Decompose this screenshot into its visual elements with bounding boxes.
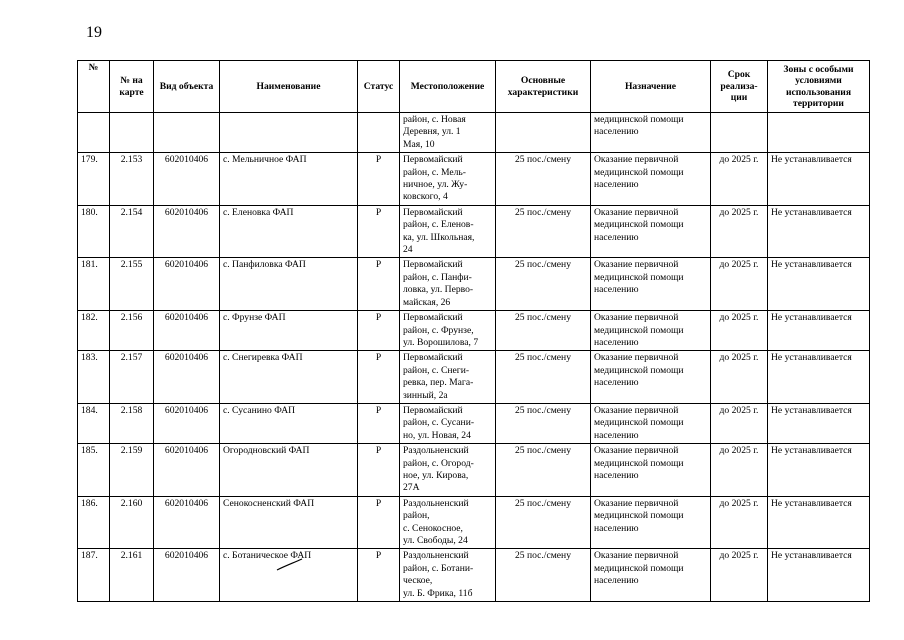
cell-purpose: Оказание первичной медицинской помощи населению [591, 153, 711, 206]
cell-status: Р [358, 258, 400, 311]
cell-purpose: Оказание первичной медицинской помощи населению [591, 549, 711, 602]
continuation-row [78, 113, 870, 153]
cell-status: Р [358, 311, 400, 351]
cell-capacity: 25 пос./смену [496, 549, 591, 602]
header-purpose: Назначение [591, 61, 711, 113]
table-header-row [78, 61, 870, 113]
cell-status: Р [358, 351, 400, 404]
cell-location: Первомайский район, с. Панфи- ловка, ул. Перво- майская, 26 [400, 258, 496, 311]
cell-location: Раздольненский район, с. Огород- ное, ул. Кирова, 27А [400, 444, 496, 497]
cell-name [220, 113, 358, 153]
cell-type: 602010406 [154, 258, 220, 311]
table-row [78, 153, 870, 206]
cell-purpose: Оказание первичной медицинской помощи населению [591, 496, 711, 549]
cell-purpose: Оказание первичной медицинской помощи населению [591, 403, 711, 443]
cell-purpose: Оказание первичной медицинской помощи населению [591, 351, 711, 404]
cell-zones: Не устанавливается [768, 549, 870, 602]
cell-no: 182. [78, 311, 110, 351]
cell-map-no: 2.160 [110, 496, 154, 549]
cell-capacity: 25 пос./смену [496, 153, 591, 206]
cell-name: с. Панфиловка ФАП [220, 258, 358, 311]
cell-capacity: 25 пос./смену [496, 351, 591, 404]
cell-location: Первомайский район, с. Снеги- ревка, пер. Мага- зинный, 2а [400, 351, 496, 404]
cell-type: 602010406 [154, 403, 220, 443]
cell-name: с. Ботаническое ФАП [220, 549, 358, 602]
cell-type: 602010406 [154, 311, 220, 351]
cell-term: до 2025 г. [711, 311, 768, 351]
cell-term: до 2025 г. [711, 258, 768, 311]
cell-location: Первомайский район, с. Еленов- ка, ул. Школьная, 24 [400, 205, 496, 258]
cell-zones: Не устанавливается [768, 258, 870, 311]
cell-capacity [496, 113, 591, 153]
cell-zones: Не устанавливается [768, 496, 870, 549]
header-object-type: Вид объекта [154, 61, 220, 113]
cell-status: Р [358, 444, 400, 497]
cell-location: Раздольненский район, с. Сенокосное, ул. Свободы, 24 [400, 496, 496, 549]
header-name: Наименование [220, 61, 358, 113]
table-row [78, 496, 870, 549]
cell-map-no: 2.153 [110, 153, 154, 206]
cell-location: район, с. Новая Деревня, ул. 1 Мая, 10 [400, 113, 496, 153]
table-row [78, 205, 870, 258]
cell-capacity: 25 пос./смену [496, 444, 591, 497]
cell-purpose: Оказание первичной медицинской помощи населению [591, 444, 711, 497]
cell-zones: Не устанавливается [768, 351, 870, 404]
cell-type: 602010406 [154, 153, 220, 206]
cell-no: 183. [78, 351, 110, 404]
cell-no: 185. [78, 444, 110, 497]
cell-map-no: 2.161 [110, 549, 154, 602]
cell-map-no: 2.158 [110, 403, 154, 443]
table-row [78, 258, 870, 311]
cell-purpose: Оказание первичной медицинской помощи населению [591, 205, 711, 258]
page-number: 19 [86, 24, 102, 41]
cell-status: Р [358, 153, 400, 206]
cell-name: с. Мельничное ФАП [220, 153, 358, 206]
cell-map-no: 2.157 [110, 351, 154, 404]
cell-name: с. Еленовка ФАП [220, 205, 358, 258]
cell-location: Первомайский район, с. Фрунзе, ул. Ворошилова, 7 [400, 311, 496, 351]
header-zones: Зоны с особыми условиями использования территории [768, 61, 870, 113]
cell-status: Р [358, 549, 400, 602]
cell-type [154, 113, 220, 153]
cell-zones: Не устанавливается [768, 403, 870, 443]
cell-term: до 2025 г. [711, 444, 768, 497]
cell-type: 602010406 [154, 444, 220, 497]
cell-term: до 2025 г. [711, 403, 768, 443]
cell-purpose: медицинской помощи населению [591, 113, 711, 153]
cell-map-no [110, 113, 154, 153]
cell-status: Р [358, 403, 400, 443]
cell-term: до 2025 г. [711, 153, 768, 206]
cell-map-no: 2.155 [110, 258, 154, 311]
cell-term [711, 113, 768, 153]
cell-name: с. Снегиревка ФАП [220, 351, 358, 404]
table-row [78, 403, 870, 443]
cell-map-no: 2.159 [110, 444, 154, 497]
cell-type: 602010406 [154, 549, 220, 602]
cell-type: 602010406 [154, 205, 220, 258]
cell-zones: Не устанавливается [768, 311, 870, 351]
cell-no: 179. [78, 153, 110, 206]
cell-location: Первомайский район, с. Сусани- но, ул. Новая, 24 [400, 403, 496, 443]
cell-type: 602010406 [154, 496, 220, 549]
cell-no: 186. [78, 496, 110, 549]
cell-location: Раздольненский район, с. Ботани- ческое, ул. Б. Фрика, 11б [400, 549, 496, 602]
cell-status: Р [358, 205, 400, 258]
cell-zones: Не устанавливается [768, 444, 870, 497]
table-row [78, 444, 870, 497]
cell-no: 181. [78, 258, 110, 311]
cell-capacity: 25 пос./смену [496, 205, 591, 258]
facilities-table [77, 60, 870, 602]
cell-zones [768, 113, 870, 153]
cell-map-no: 2.156 [110, 311, 154, 351]
cell-status [358, 113, 400, 153]
table-row [78, 311, 870, 351]
cell-name: с. Сусанино ФАП [220, 403, 358, 443]
cell-capacity: 25 пос./смену [496, 311, 591, 351]
header-location: Местоположение [400, 61, 496, 113]
header-no: № [78, 61, 110, 113]
table-row [78, 351, 870, 404]
header-characteristics: Основные характеристики [496, 61, 591, 113]
cell-name: с. Фрунзе ФАП [220, 311, 358, 351]
cell-zones: Не устанавливается [768, 205, 870, 258]
cell-type: 602010406 [154, 351, 220, 404]
cell-name: Сенокосненский ФАП [220, 496, 358, 549]
cell-term: до 2025 г. [711, 496, 768, 549]
header-status: Статус [358, 61, 400, 113]
cell-capacity: 25 пос./смену [496, 258, 591, 311]
header-term: Срок реализа-ции [711, 61, 768, 113]
cell-status: Р [358, 496, 400, 549]
cell-map-no: 2.154 [110, 205, 154, 258]
cell-purpose: Оказание первичной медицинской помощи населению [591, 311, 711, 351]
table-row [78, 549, 870, 602]
cell-capacity: 25 пос./смену [496, 403, 591, 443]
cell-no [78, 113, 110, 153]
header-map-no: № на карте [110, 61, 154, 113]
cell-term: до 2025 г. [711, 205, 768, 258]
signature-mark [275, 558, 305, 572]
cell-purpose: Оказание первичной медицинской помощи населению [591, 258, 711, 311]
cell-location: Первомайский район, с. Мель- ничное, ул. Жу- ковского, 4 [400, 153, 496, 206]
cell-name: Огороднoвский ФАП [220, 444, 358, 497]
cell-zones: Не устанавливается [768, 153, 870, 206]
cell-no: 184. [78, 403, 110, 443]
cell-term: до 2025 г. [711, 549, 768, 602]
cell-no: 187. [78, 549, 110, 602]
cell-term: до 2025 г. [711, 351, 768, 404]
cell-capacity: 25 пос./смену [496, 496, 591, 549]
cell-no: 180. [78, 205, 110, 258]
